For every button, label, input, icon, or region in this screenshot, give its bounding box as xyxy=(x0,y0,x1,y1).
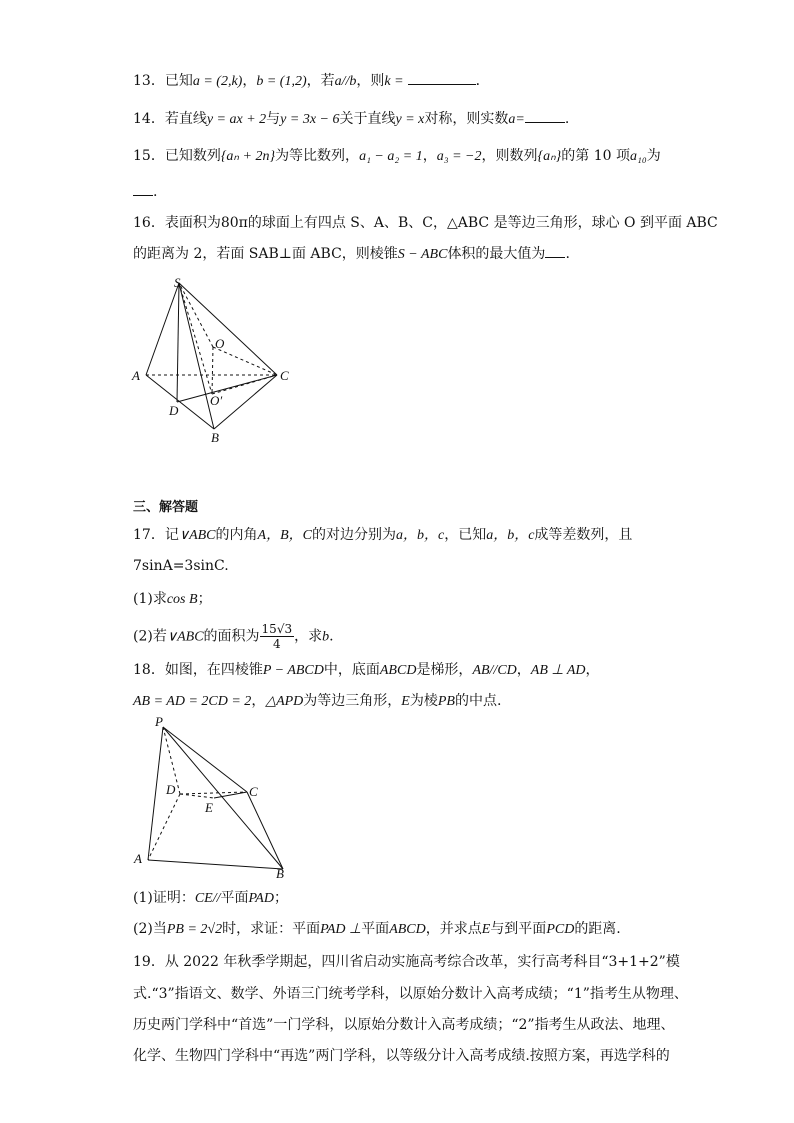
fraction-denominator: 4 xyxy=(273,637,281,651)
q18-text: ， xyxy=(585,662,600,678)
answer-blank xyxy=(408,72,476,85)
label-s: S xyxy=(174,275,181,290)
question-14 xyxy=(133,110,569,129)
section-heading: 三、解答题 xyxy=(133,500,199,515)
q18-parallel: AB//CD xyxy=(472,663,517,678)
q17-part2-text: (2)若 xyxy=(133,628,167,645)
q13-vector-b: b = (1,2) xyxy=(256,74,307,89)
q14-period: . xyxy=(564,111,570,127)
label-d: D xyxy=(169,403,179,418)
q13-parallel: a//b xyxy=(334,74,357,89)
question-18-part2 xyxy=(133,920,621,939)
q18-text: ， xyxy=(516,662,531,678)
q13-k: k = xyxy=(384,74,404,89)
q17-triangle: ∨ABC xyxy=(178,528,216,543)
q13-text: ， xyxy=(242,73,257,89)
answer-blank xyxy=(545,245,565,258)
question-15 xyxy=(133,147,661,166)
q17-text: 的内角 xyxy=(215,527,258,543)
q18-pad-perp: PAD ⊥ xyxy=(320,922,362,937)
q17-text: 17．记 xyxy=(133,527,179,543)
q18-part1-text: (1)证明： xyxy=(133,890,195,906)
answer-blank xyxy=(133,183,153,196)
label-b: B xyxy=(276,866,284,881)
label-e: E xyxy=(205,800,213,815)
q14-text: 14．若直线 xyxy=(133,111,207,127)
q17-sides: a，b，c xyxy=(486,528,535,543)
q17-part1-text: (1)求 xyxy=(133,591,167,607)
q18-e: E xyxy=(481,922,491,937)
q18-triangle: △APD xyxy=(265,694,304,709)
q16-pyramid: S − ABC xyxy=(397,247,448,262)
q16-text: 的距离为 2，若面 SAB⊥面 ABC，则棱锥 xyxy=(133,246,398,262)
q15-text: 15．已知数列 xyxy=(133,148,221,164)
label-o-prime: O′ xyxy=(210,393,223,408)
q18-text: ， xyxy=(251,693,266,709)
q17-part2-text: 的面积为 xyxy=(203,628,260,645)
label-b: B xyxy=(211,430,219,445)
fraction-area xyxy=(260,622,295,651)
q14-line2: y = 3x − 6 xyxy=(280,112,340,127)
q15-text: 的第 10 项 xyxy=(561,148,630,164)
q18-lengths: AB = AD = 2CD = 2 xyxy=(133,694,252,709)
q18-perp: AB ⊥ AD xyxy=(530,663,586,678)
question-19-line1: 19．从 2022 年秋季学期起，四川省启动实施高考综合改革，实行高考科目“3+1+2”模 xyxy=(133,954,680,970)
q15-seq-a: {aₙ} xyxy=(537,149,562,164)
q17-part1-text: ； xyxy=(197,591,212,607)
label-c: C xyxy=(249,784,258,799)
q18-part2-text: ，并求点 xyxy=(425,921,482,937)
q18-pb: PB xyxy=(437,694,455,709)
question-15-blank-line xyxy=(133,183,157,201)
q13-text: ，则 xyxy=(356,73,385,89)
q18-part2-text: 时，求证：平面 xyxy=(222,921,321,937)
q18-part1-text: ； xyxy=(273,890,288,906)
q17-text: 成等差数列，且 xyxy=(534,527,633,543)
q18-text: 为等边三角形， xyxy=(303,693,402,709)
q18-text: 为棱 xyxy=(409,693,438,709)
q15-period: . xyxy=(153,184,158,200)
q18-pb-value: PB = 2√2 xyxy=(166,922,223,937)
q16-text: 16．表面积为80π的球面上有四点 S、A、B、C，△ABC 是等边三角形，球心 O 到平面 ABC xyxy=(133,215,718,231)
figure-pyramid-pabcd xyxy=(128,712,298,882)
figure-pyramid-sabc xyxy=(125,270,305,450)
q17-b: b xyxy=(322,629,330,645)
q14-line1: y = ax + 2 xyxy=(206,112,267,127)
q18-pad: PAD xyxy=(248,891,274,906)
question-13 xyxy=(133,72,490,91)
q14-text: 关于直线 xyxy=(339,111,396,127)
q17-text: 的对边分别为 xyxy=(311,527,396,543)
answer-blank xyxy=(525,110,565,123)
q14-text: 与 xyxy=(266,111,281,127)
q15-text: ，则数列 xyxy=(481,148,538,164)
fraction-numerator: 15√3 xyxy=(261,622,293,636)
question-16-line1 xyxy=(133,214,718,232)
q18-part2-text: 与到平面 xyxy=(490,921,547,937)
q18-pyramid: P − ABCD xyxy=(262,663,324,678)
q15-text: 为等比数列， xyxy=(275,148,360,164)
q17-condition: 7sinA=3sinC. xyxy=(133,558,229,574)
label-d: D xyxy=(166,782,176,797)
q18-part1-text: 平面 xyxy=(220,890,249,906)
q17-cosb: cos B xyxy=(166,592,198,607)
q17-sides: a，b，c xyxy=(395,528,445,543)
q15-a10: a₁₀ xyxy=(629,149,647,164)
q18-part2-text: (2)当 xyxy=(133,921,167,937)
q17-triangle: ∨ABC xyxy=(166,629,204,645)
q17-period: . xyxy=(329,628,334,645)
q18-text: 18．如图，在四棱锥 xyxy=(133,662,263,678)
q18-text: 的中点. xyxy=(454,693,502,709)
q18-part2-text: 平面 xyxy=(361,921,390,937)
question-17-part1 xyxy=(133,590,212,609)
q15-text: 为 xyxy=(646,148,661,164)
label-o: O xyxy=(215,336,225,351)
question-18-line2 xyxy=(133,692,501,711)
q18-part2-text: 的距离. xyxy=(574,921,621,937)
question-18-part1 xyxy=(133,889,288,908)
q17-angles: A，B，C xyxy=(257,528,312,543)
q17-text: ，已知 xyxy=(444,527,487,543)
q13-period: ． xyxy=(475,73,490,89)
question-17-line1 xyxy=(133,526,632,545)
q15-seq: {aₙ + 2n} xyxy=(220,149,276,164)
q13-vector-a: a = (2,k) xyxy=(192,74,243,89)
q17-part2-text: ，求 xyxy=(294,628,323,645)
q18-abcd: ABCD xyxy=(389,922,426,937)
label-a: A xyxy=(134,851,142,866)
question-19-line3: 历史两门学科中“首选”一门学科，以原始分数计入高考成绩；“2”指考生从政法、地理、 xyxy=(133,1017,675,1033)
q15-cond1: a₁ − a₂ = 1 xyxy=(359,149,423,164)
q15-cond2: a₃ = −2 xyxy=(436,149,482,164)
question-17-line2 xyxy=(133,557,229,575)
question-16-line2 xyxy=(133,245,570,264)
q18-pcd: PCD xyxy=(546,922,575,937)
question-19-line4: 化学、生物四门学科中“再选”两门学科，以等级分计入高考成绩.按照方案，再选学科的 xyxy=(133,1048,670,1064)
q18-text: 是梯形， xyxy=(416,662,473,678)
q14-text: 对称，则实数 xyxy=(424,111,509,127)
question-17-part2 xyxy=(133,622,334,651)
q14-a: a= xyxy=(508,112,525,127)
q18-base: ABCD xyxy=(379,663,417,678)
question-19-line2: 式.“3”指语文、数学、外语三门统考学科，以原始分数计入高考成绩；“1”指考生从物理、 xyxy=(133,986,688,1002)
q16-period: . xyxy=(565,246,570,262)
question-18-line1 xyxy=(133,661,600,680)
q16-text: 体积的最大值为 xyxy=(447,246,546,262)
q18-text: 中，底面 xyxy=(323,662,380,678)
label-c: C xyxy=(280,368,289,383)
q13-text: 13．已知 xyxy=(133,73,193,89)
q18-ce: CE// xyxy=(194,891,221,906)
q15-text: ， xyxy=(422,148,437,164)
label-a: A xyxy=(132,368,140,383)
label-p: P xyxy=(155,714,163,729)
q13-text: ，若 xyxy=(306,73,335,89)
q14-axis: y = x xyxy=(395,112,425,127)
q18-e: E xyxy=(401,694,410,709)
